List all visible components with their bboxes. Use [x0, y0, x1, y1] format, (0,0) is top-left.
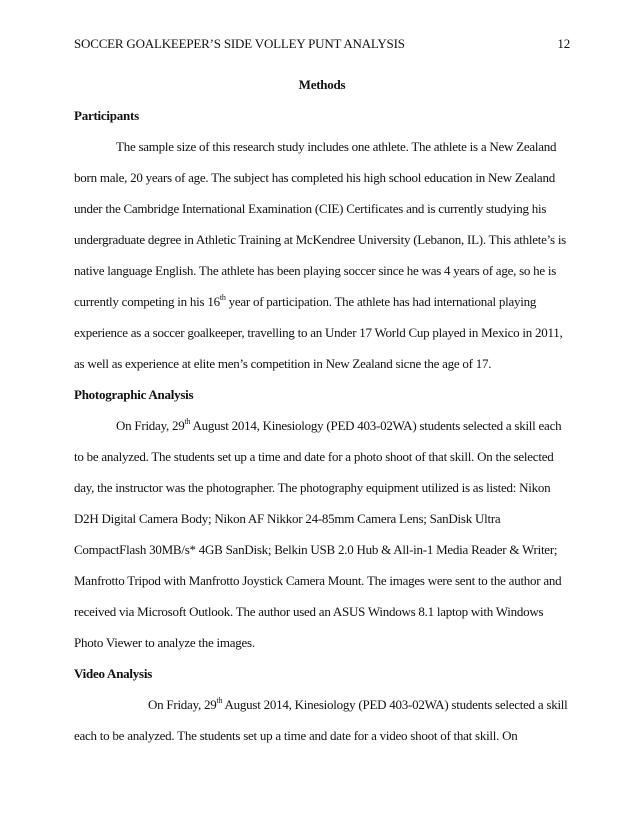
page-number: 12 — [557, 36, 570, 51]
video-text-part-1: On Friday, 29 — [148, 697, 217, 712]
photographic-text-part-2: August 2014, Kinesiology (PED 403-02WA) students selected a skill each to be analyzed. The students set up a time and date for a photo shoot of that skill. On the selected day, the instructor was the photographer. The photography equipment utilized is as listed: Nikon D2H Digital Camera Body; Nikon AF Nikkor 24-85mm Camera Lens; SanDisk Ultra CompactFlash 30MB/s* 4GB SanDisk; Belkin USB 2.0 Hub & All-in-1 Media Reader & Writer; Manfrotto Tripod with Manfrotto Joystick Camera Mount. The images were sent to the author and received via Microsoft Outlook. The author used an ASUS Windows 8.1 laptop with Windows Photo Viewer to analyze the images. — [74, 418, 562, 650]
video-analysis-paragraph — [74, 689, 570, 751]
methods-heading: Methods — [298, 77, 346, 92]
participants-text-part-1: The sample size of this research study includes one athlete. The athlete is a New Zealand born male, 20 years of age. The subject has completed his high school education in New Zealand under the Cambridge International Examination (CIE) Certificates and is currently studying his undergraduate degree in Athletic Training at McKendree University (Lebanon, IL). This athlete’s is native language English. The athlete has been playing soccer since he was 4 years of age, so he is currently competing in his 16 — [74, 139, 566, 309]
participants-superscript: th — [219, 292, 226, 302]
document-body — [74, 69, 570, 751]
video-superscript: th — [216, 695, 223, 705]
video-analysis-heading: Video Analysis — [74, 666, 153, 681]
participants-paragraph — [74, 131, 570, 379]
photographic-analysis-paragraph — [74, 410, 570, 658]
photographic-analysis-heading: Photographic Analysis — [74, 387, 194, 402]
video-text-part-2: August 2014, Kinesiology (PED 403-02WA) students selected a skill each to be analyzed. The students set up a time and date for a video shoot of that skill. On — [74, 697, 568, 743]
running-title: SOCCER GOALKEEPER’S SIDE VOLLEY PUNT ANALYSIS — [74, 36, 405, 51]
participants-text-part-2: year of participation. The athlete has had international playing experience as a soccer goalkeeper, travelling to an Under 17 World Cup played in Mexico in 2011, as well as experience at elite men’s competition in New Zealand sicne the age of 17. — [74, 294, 563, 371]
participants-heading: Participants — [74, 108, 139, 123]
photographic-superscript: th — [184, 416, 191, 426]
photographic-text-part-1: On Friday, 29 — [116, 418, 185, 433]
